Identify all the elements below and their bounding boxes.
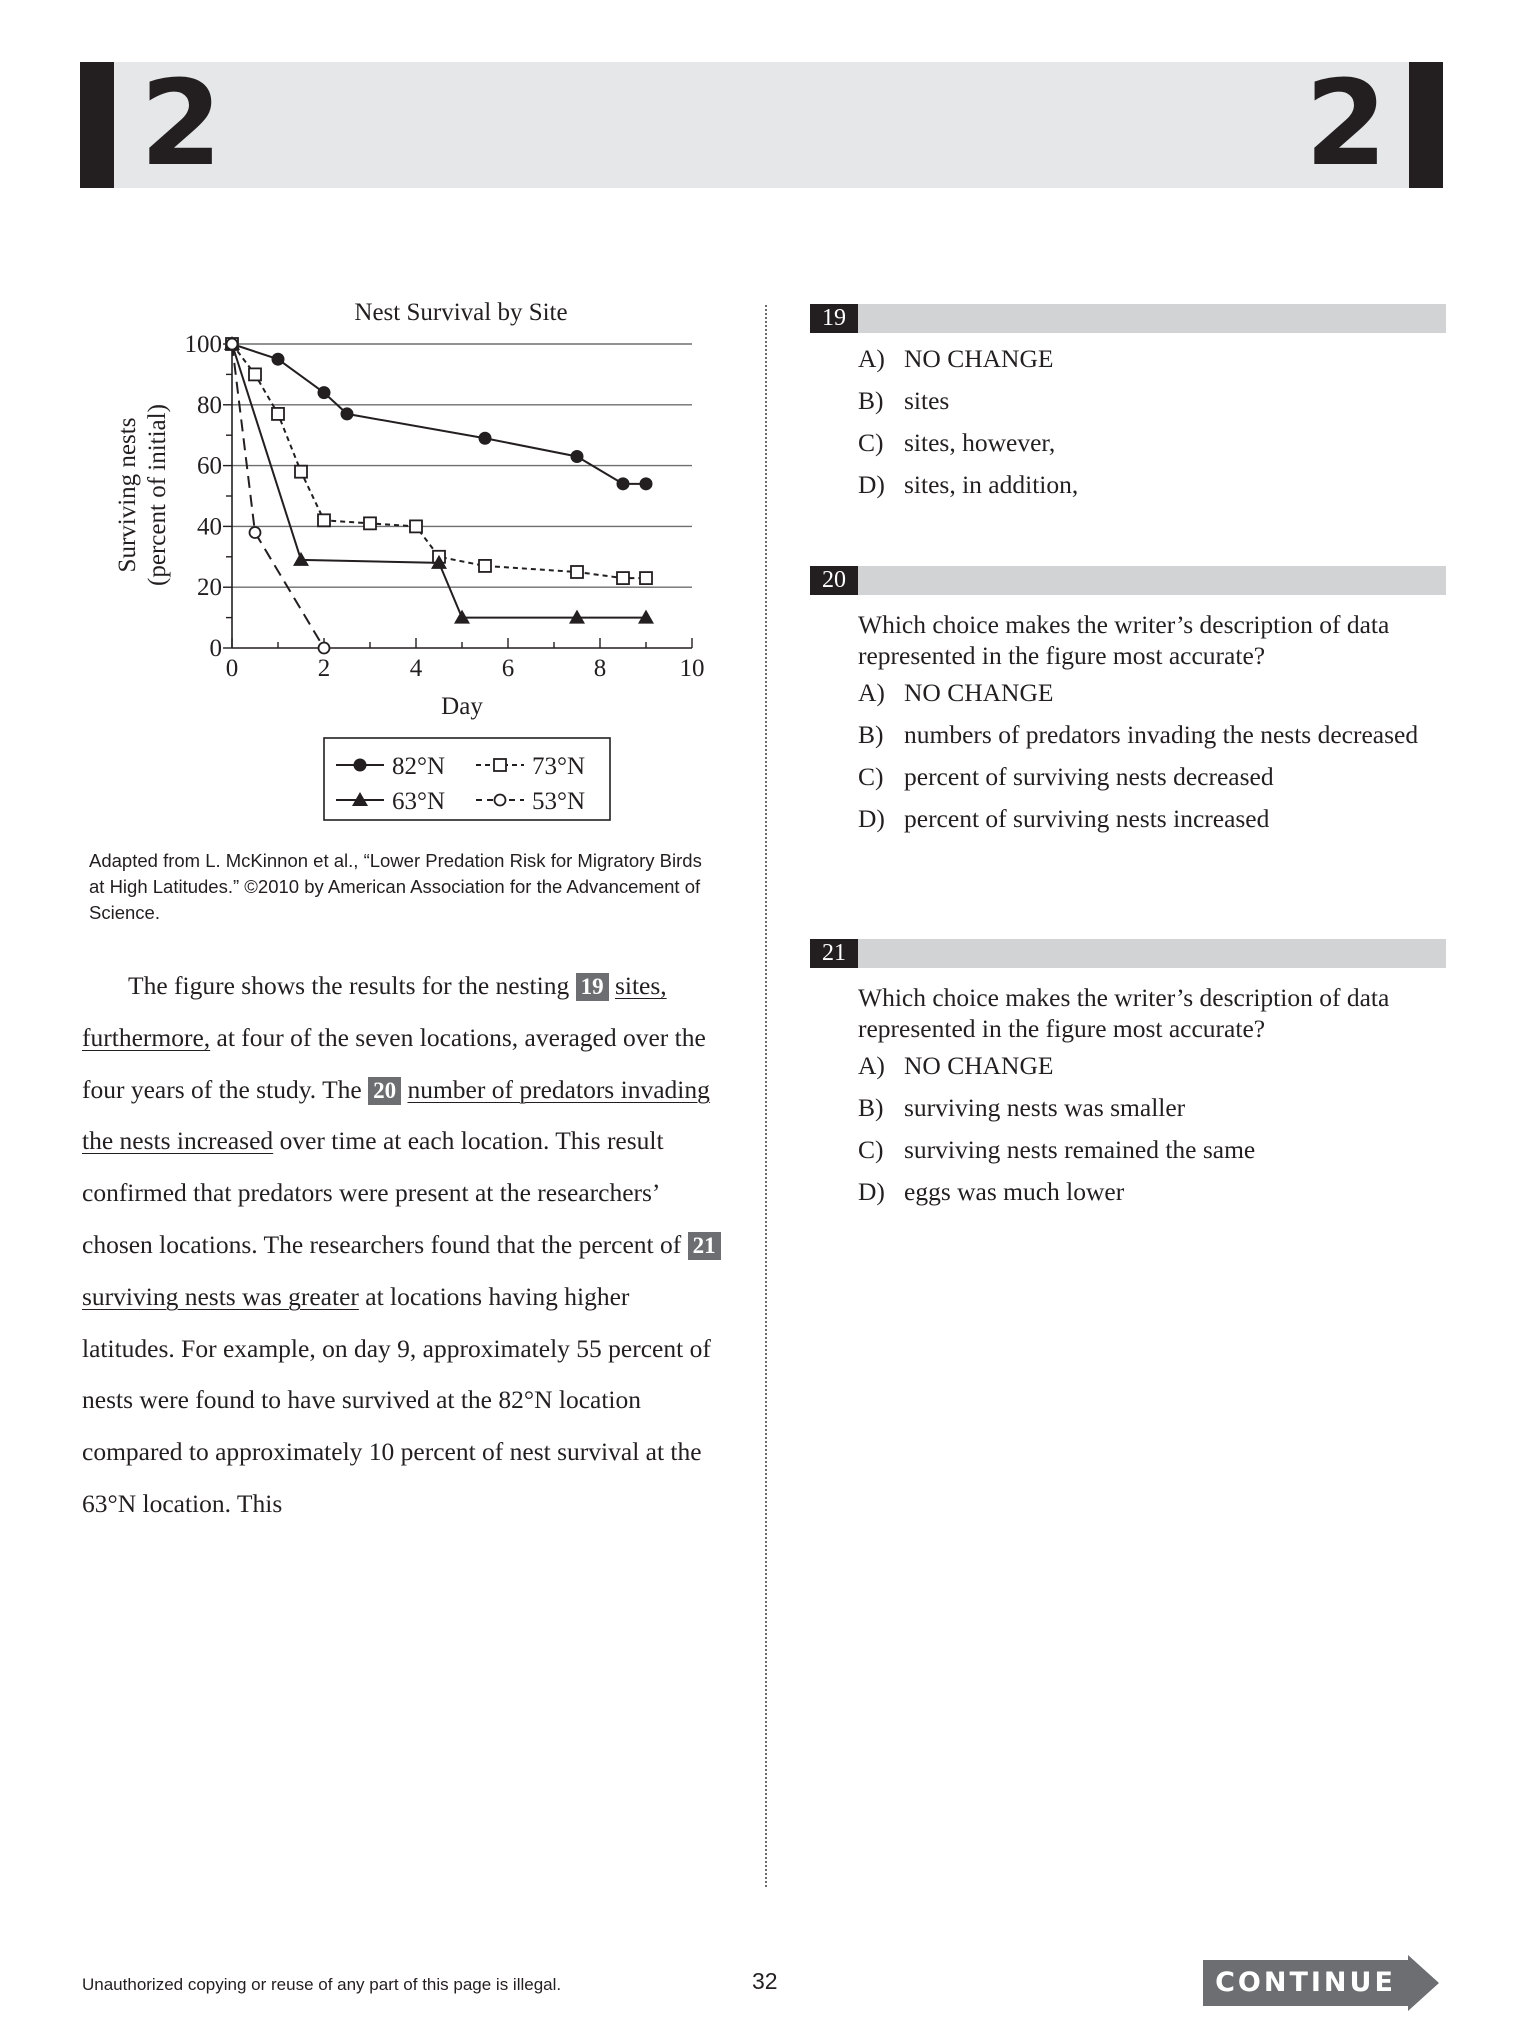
series-1-point-6 (410, 520, 422, 532)
question-20-option-c[interactable]: C) percent of surviving nests decreased (858, 762, 1274, 791)
series-1-point-8 (479, 560, 491, 572)
series-0-point-1 (272, 353, 285, 366)
x-axis-label: Day (441, 693, 483, 720)
series-line-0 (232, 344, 646, 484)
series-line-2 (232, 344, 646, 618)
question-20-bar (810, 566, 1446, 595)
question-20-option-b[interactable]: B) numbers of predators invading the nests decreased (858, 720, 1419, 749)
series-2-point-3 (454, 610, 470, 624)
legend-label-0: 82°N (392, 753, 446, 780)
question-20 (810, 566, 1446, 845)
y-axis-label-line2: (percent of initial) (144, 404, 171, 586)
chart-legend (324, 738, 610, 820)
series-0-point-7 (640, 477, 653, 490)
question-21-option-d[interactable]: D) eggs was much lower (858, 1177, 1125, 1206)
legend-label-3: 53°N (532, 788, 586, 815)
page-number: 32 (752, 1968, 778, 1994)
series-1-point-4 (318, 514, 330, 526)
question-21-marker[interactable]: 21 (688, 1232, 721, 1260)
series-0-point-5 (571, 450, 584, 463)
x-tick-label-10: 10 (679, 655, 705, 682)
legend-marker-1 (494, 759, 506, 771)
passage-text-2: at four of the seven locations, averaged over the four years of the study. The (82, 1022, 706, 1104)
series-1 (226, 338, 652, 584)
question-21-number: 21 (810, 939, 858, 968)
series-1-point-5 (364, 517, 376, 529)
passage-text-4: at locations having higher latitudes. For example, on day 9, approximately 55 percent of nests were found to have survived at the 82°N location compared to approximately 10 percent of nest survival at the 63°N location. This (82, 1281, 711, 1518)
chart-axes (185, 331, 705, 682)
legend-marker-0 (354, 759, 367, 772)
question-19-option-c[interactable]: C) sites, however, (858, 428, 1056, 457)
y-tick-label-0: 0 (209, 635, 222, 662)
question-21-options (858, 1050, 1446, 1207)
section-number-right: 2 (1305, 54, 1388, 192)
question-19-options (858, 343, 1446, 500)
question-20-option-d[interactable]: D) percent of surviving nests increased (858, 804, 1270, 833)
series-1-point-3 (295, 466, 307, 478)
series-1-point-1 (249, 368, 261, 380)
question-21-stem: Which choice makes the writer’s description of data represented in the figure most accurate? (858, 983, 1390, 1043)
question-20-options (858, 677, 1446, 834)
series-3-point-0 (227, 339, 238, 350)
section-number-left: 2 (140, 54, 223, 192)
chart-series (224, 336, 654, 654)
question-19-number: 19 (810, 304, 858, 333)
passage-paragraph (82, 960, 722, 1530)
question-21-option-b[interactable]: B) surviving nests was smaller (858, 1093, 1186, 1122)
question-19-option-a[interactable]: A) NO CHANGE (858, 344, 1054, 373)
question-20-underlined-text[interactable]: number of predators invading the nests increased (82, 1074, 710, 1156)
x-tick-label-0: 0 (225, 655, 239, 682)
x-tick-label-8: 8 (593, 655, 607, 682)
series-1-point-10 (617, 572, 629, 584)
section-header-right-bar (1409, 62, 1443, 188)
series-1-point-11 (640, 572, 652, 584)
series-2-point-1 (293, 552, 309, 566)
x-tick-label-2: 2 (317, 655, 331, 682)
series-3-point-1 (250, 527, 261, 538)
y-tick-label-80: 80 (197, 391, 222, 419)
footer-legal-notice: Unauthorized copying or reuse of any part of this page is illegal. (82, 1975, 562, 1994)
passage-text-3: over time at each location. This result confirmed that predators were present at the researchers’ chosen locations. The researchers found that the percent of (82, 1126, 682, 1259)
section-header-left-bar (80, 62, 114, 188)
question-20-marker[interactable]: 20 (368, 1077, 401, 1105)
question-20-option-a[interactable]: A) NO CHANGE (858, 678, 1054, 707)
passage-text-1: The figure shows the results for the nesting (128, 971, 570, 1000)
series-1-point-9 (571, 566, 583, 578)
y-axis-label-line1: Surviving nests (114, 417, 141, 573)
series-3-point-2 (319, 643, 330, 654)
series-0-point-2 (318, 386, 331, 399)
question-21-underlined-text[interactable]: surviving nests was greater (82, 1281, 359, 1311)
series-0-point-4 (479, 432, 492, 445)
legend-label-1: 73°N (532, 753, 586, 780)
question-19-marker[interactable]: 19 (576, 973, 609, 1001)
question-19-option-b[interactable]: B) sites (858, 386, 950, 415)
question-19-option-d[interactable]: D) sites, in addition, (858, 470, 1079, 499)
series-2 (224, 336, 654, 624)
question-19 (810, 304, 1446, 511)
section-header-band (80, 62, 1443, 188)
question-21-option-a[interactable]: A) NO CHANGE (858, 1051, 1054, 1080)
question-19-bar (810, 304, 1446, 333)
question-19-underlined-text[interactable]: sites, furthermore, (82, 971, 667, 1052)
question-21-option-c[interactable]: C) surviving nests remained the same (858, 1135, 1256, 1164)
question-21-bar (810, 939, 1446, 968)
series-0-point-6 (617, 477, 630, 490)
question-20-stem: Which choice makes the writer’s description of data represented in the figure most accurate? (858, 610, 1390, 670)
question-20-number: 20 (810, 566, 858, 595)
x-tick-label-6: 6 (501, 655, 515, 682)
series-2-point-4 (569, 610, 585, 624)
passage (82, 960, 722, 1530)
figure-credit: Adapted from L. McKinnon et al., “Lower Predation Risk for Migratory Birds at High Latitudes.” ©2010 by American Association for the Advancement of Science. (89, 850, 702, 923)
column-divider (765, 305, 767, 1887)
y-tick-label-40: 40 (197, 513, 222, 541)
question-21 (810, 939, 1446, 1218)
chart-title: Nest Survival by Site (354, 299, 568, 326)
y-tick-label-60: 60 (197, 452, 222, 480)
legend-label-2: 63°N (392, 788, 446, 815)
legend-marker-3 (495, 795, 506, 806)
series-1-point-2 (272, 408, 284, 420)
y-tick-label-20: 20 (197, 574, 222, 602)
series-2-point-5 (638, 610, 654, 624)
series-0-point-3 (341, 407, 354, 420)
continue-button[interactable]: CONTINUE (1215, 1967, 1396, 1998)
x-tick-label-4: 4 (409, 655, 423, 682)
series-0 (226, 338, 653, 491)
y-tick-label-100: 100 (184, 331, 222, 358)
nest-survival-chart (95, 290, 735, 830)
